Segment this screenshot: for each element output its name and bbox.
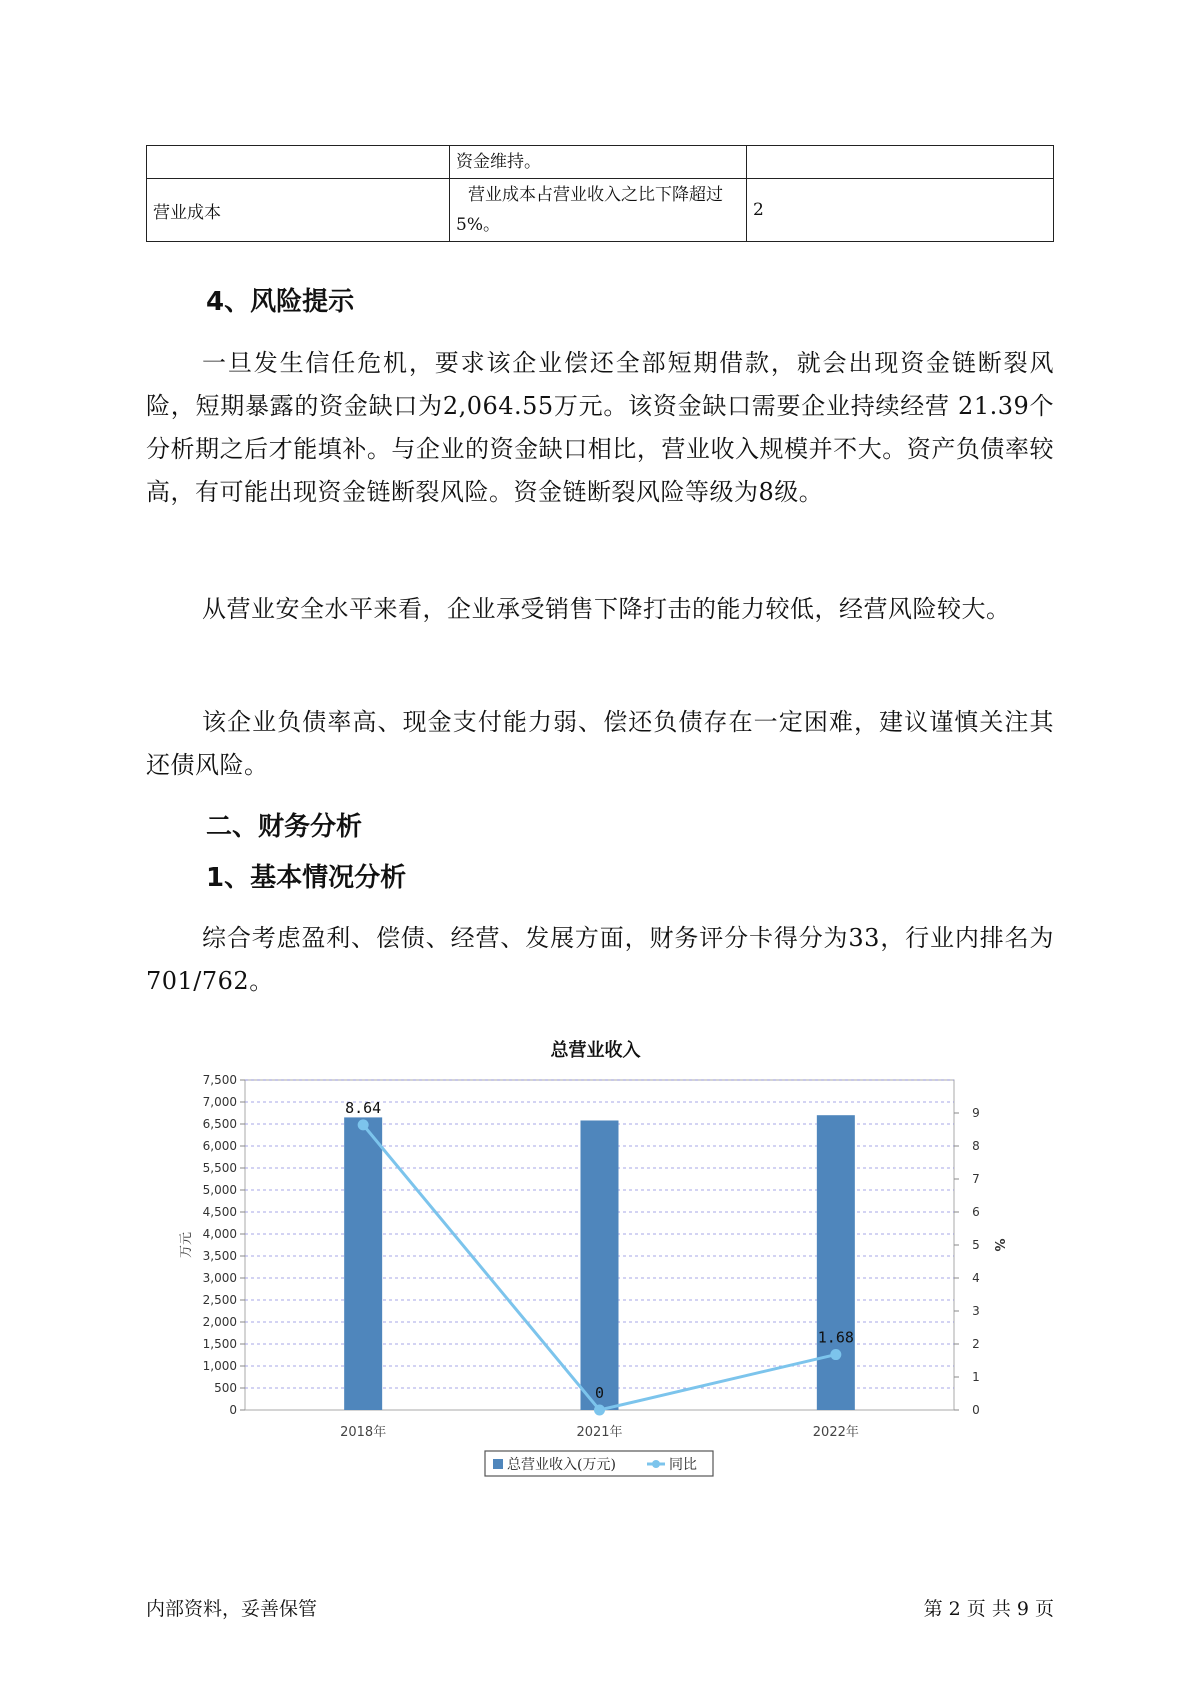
y-tick-label: 1,500	[202, 1337, 237, 1351]
data-label: 0	[594, 1384, 605, 1402]
y2-axis-label: %	[991, 1238, 1006, 1252]
y-tick-label: 500	[214, 1381, 237, 1395]
legend-swatch-point	[652, 1460, 660, 1468]
data-label: 1.68	[817, 1328, 854, 1347]
y2-tick-label: 6	[972, 1205, 980, 1219]
series-point	[594, 1405, 605, 1416]
x-tick-label: 2021年	[576, 1425, 623, 1440]
y-tick-label: 0	[229, 1403, 237, 1417]
risk-paragraph-2: 从营业安全水平来看，企业承受销售下降打击的能力较低，经营风险较大。	[202, 595, 1011, 623]
y2-tick-label: 0	[972, 1403, 980, 1417]
y-tick-label: 4,500	[202, 1205, 237, 1219]
y2-tick-label: 1	[972, 1370, 980, 1384]
y-tick-label: 3,000	[202, 1271, 237, 1285]
table-cell: 2	[747, 179, 1054, 242]
y2-tick-label: 2	[972, 1337, 980, 1351]
legend-label: 同比	[669, 1457, 697, 1473]
y-tick-label: 3,500	[202, 1249, 237, 1263]
table-cell: 资金维持。	[450, 146, 747, 179]
basic-analysis-paragraph: 综合考虑盈利、偿债、经营、发展方面，财务评分卡得分为33，行业内排名为701/762。	[146, 924, 1054, 995]
y2-tick-label: 7	[972, 1172, 980, 1186]
table-cell: 营业成本	[147, 179, 450, 242]
y-tick-label: 2,000	[202, 1315, 237, 1329]
series-point	[830, 1349, 841, 1360]
legend-swatch-bar	[493, 1459, 503, 1469]
y-tick-label: 5,000	[202, 1183, 237, 1197]
y-axis-label: 万元	[179, 1231, 194, 1259]
y-tick-label: 4,000	[202, 1227, 237, 1241]
footer-page-number: 第 2 页 共 9 页	[923, 1598, 1054, 1620]
table-cell: 营业成本占营业收入之比下降超过5%。	[450, 179, 747, 242]
y2-tick-label: 4	[972, 1271, 980, 1285]
risk-heading: 4、风险提示	[206, 287, 355, 317]
y-tick-label: 6,000	[202, 1139, 237, 1153]
bar	[344, 1117, 382, 1410]
basic-analysis-heading: 1、基本情况分析	[206, 863, 407, 893]
y2-tick-label: 8	[972, 1139, 980, 1153]
y-tick-label: 5,500	[202, 1161, 237, 1175]
series-point	[358, 1119, 369, 1130]
y2-tick-label: 5	[972, 1238, 980, 1252]
y2-tick-label: 9	[972, 1106, 980, 1120]
y2-tick-label: 3	[972, 1304, 980, 1318]
y-tick-label: 2,500	[202, 1293, 237, 1307]
risk-paragraph-3: 该企业负债率高、现金支付能力弱、偿还负债存在一定困难，建议谨慎关注其还债风险。	[146, 708, 1054, 779]
bar	[817, 1115, 855, 1410]
data-label: 8.64	[345, 1098, 382, 1117]
x-tick-label: 2018年	[340, 1425, 387, 1440]
risk-paragraph-1: 一旦发生信任危机，要求该企业偿还全部短期借款，就会出现资金链断裂风险，短期暴露的资金缺口为2,064.55万元。该资金缺口需要企业持续经营 21.39个分析期之后才能填补。与企业的资金缺口相比，营业收入规模并不大。资产负债率较高，有可能出现资金链断裂风险。资金链断裂风险等级为8级。	[146, 349, 1054, 506]
y-tick-label: 7,500	[202, 1073, 237, 1087]
x-tick-label: 2022年	[812, 1425, 859, 1440]
finance-heading: 二、财务分析	[206, 812, 363, 842]
legend-label: 总营业收入(万元)	[507, 1457, 616, 1473]
y-tick-label: 1,000	[202, 1359, 237, 1373]
chart-title: 总营业收入	[550, 1040, 641, 1061]
bar	[581, 1120, 619, 1410]
y-tick-label: 6,500	[202, 1117, 237, 1131]
footer-confidential: 内部资料，妥善保管	[146, 1598, 318, 1620]
y-tick-label: 7,000	[202, 1095, 237, 1109]
